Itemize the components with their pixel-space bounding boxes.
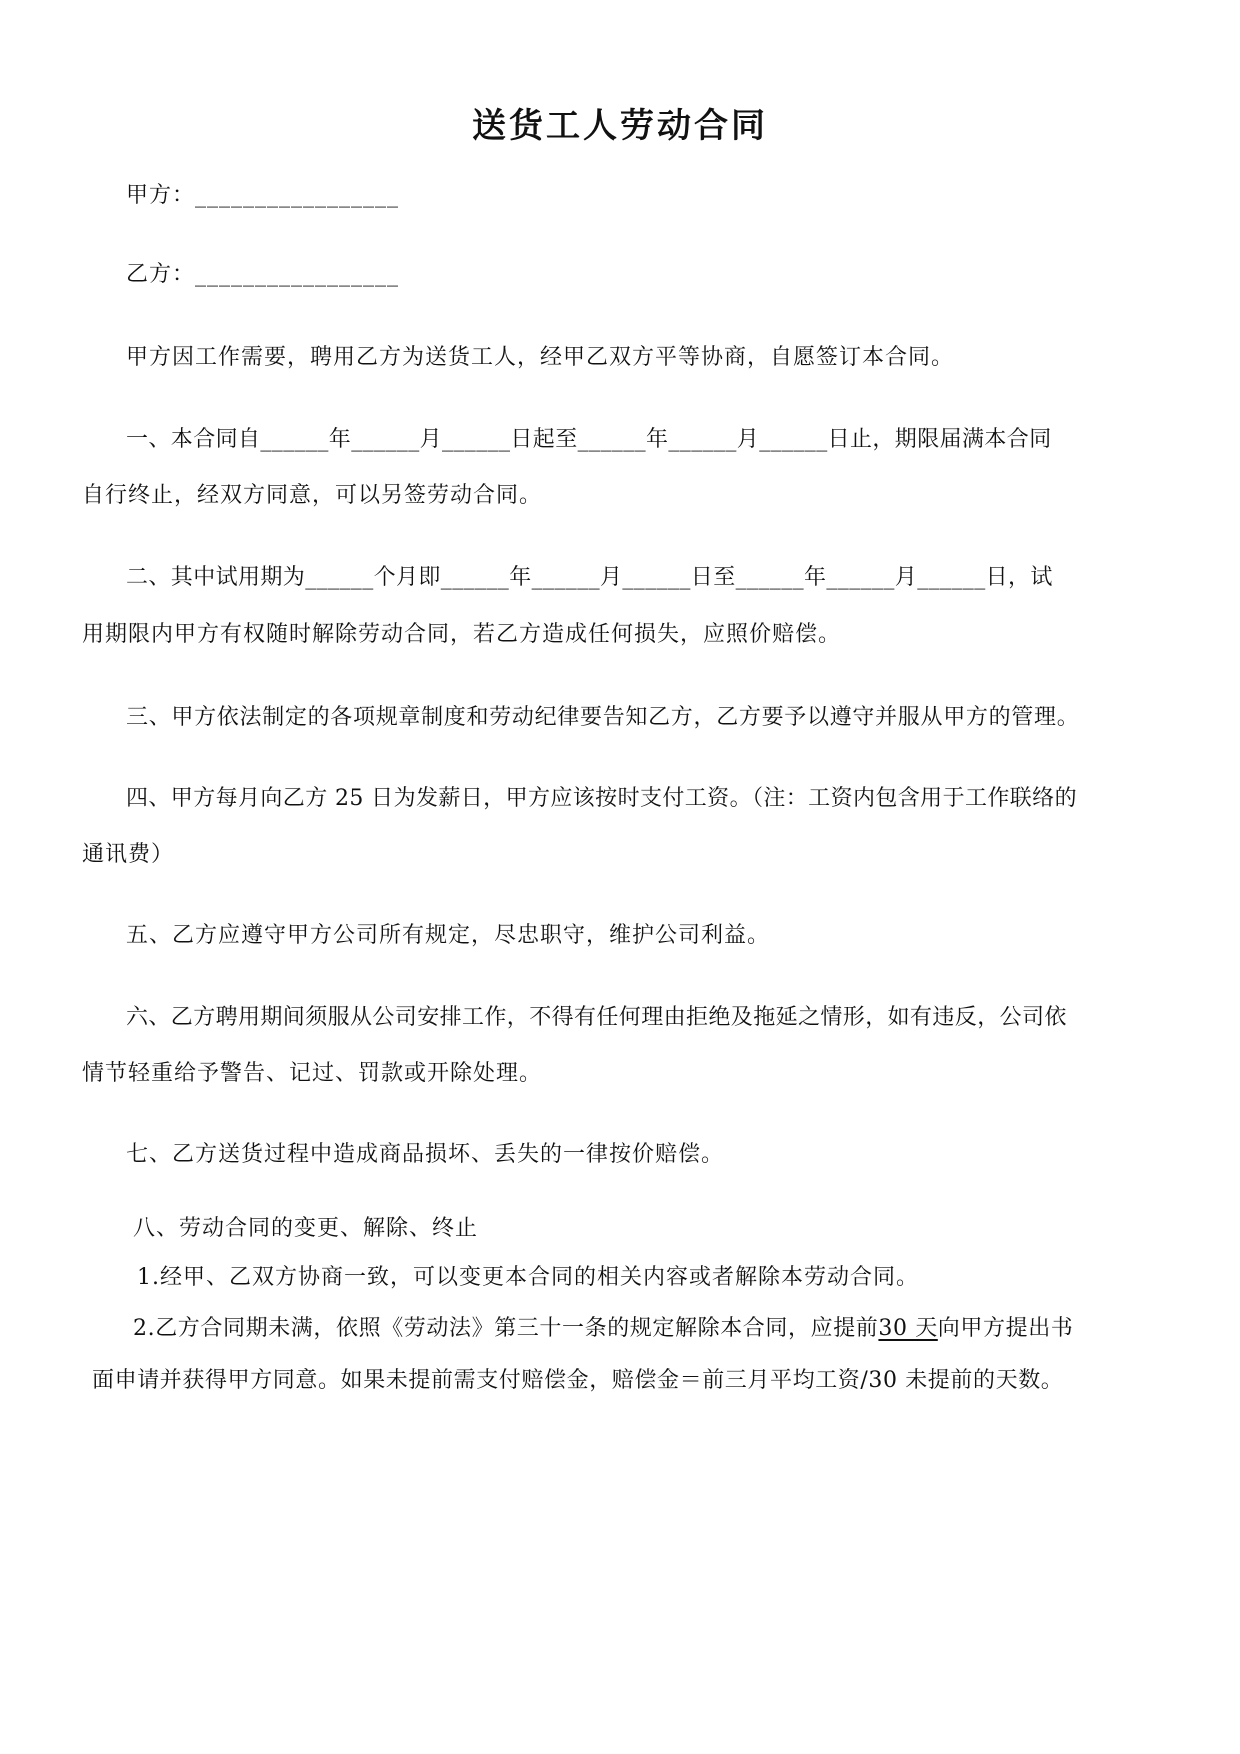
clause-5: 五、乙方应遵守甲方公司所有规定，尽忠职守，维护公司利益。 xyxy=(126,923,771,948)
clause-8-item-2-line-1 xyxy=(133,1314,1073,1344)
clause-1-line-1: 一、本合同自______年______月______日起至______年______月______日止，期限届满本合同 xyxy=(126,427,1052,452)
clause-1-line-2: 自行终止，经双方同意，可以另签劳动合同。 xyxy=(82,483,543,508)
clause-8-heading: 八、劳动合同的变更、解除、终止 xyxy=(133,1216,479,1241)
clause-4-line-2: 通讯费） xyxy=(82,842,175,867)
clause-6-line-2: 情节轻重给予警告、记过、罚款或开除处理。 xyxy=(82,1061,543,1086)
party-a-line: 甲方：_________________ xyxy=(126,183,400,208)
clause-7: 七、乙方送货过程中造成商品损坏、丢失的一律按价赔偿。 xyxy=(126,1142,725,1167)
clause-2-line-2: 用期限内甲方有权随时解除劳动合同，若乙方造成任何损失，应照价赔偿。 xyxy=(82,622,842,647)
clause-3: 三、甲方依法制定的各项规章制度和劳动纪律要告知乙方，乙方要予以遵守并服从甲方的管理。 xyxy=(126,705,1080,730)
clause-8-item-1: 1.经甲、乙双方协商一致，可以变更本合同的相关内容或者解除本劳动合同。 xyxy=(137,1265,919,1290)
clause-8-item-2-line-2: 面申请并获得甲方同意。如果未提前需支付赔偿金，赔偿金＝前三月平均工资/30 未提前的天数。 xyxy=(92,1368,1064,1393)
clause-8-item-2-text-before: 2.乙方合同期未满，依照《劳动法》第三十一条的规定解除本合同，应提前 xyxy=(133,1316,879,1341)
document-title: 送货工人劳动合同 xyxy=(472,106,768,146)
clause-4-line-1: 四、甲方每月向乙方 25 日为发薪日，甲方应该按时支付工资。（注：工资内包含用于工作联络的 xyxy=(126,786,1077,811)
notice-period-value: 30 天 xyxy=(878,1316,938,1341)
clause-2-line-1: 二、其中试用期为______个月即______年______月______日至______年______月______日，试 xyxy=(126,565,1053,590)
clause-6-line-1: 六、乙方聘用期间须服从公司安排工作，不得有任何理由拒绝及拖延之情形，如有违反，公司依 xyxy=(126,1005,1067,1030)
party-b-line: 乙方：_________________ xyxy=(126,262,400,287)
intro-paragraph: 甲方因工作需要，聘用乙方为送货工人，经甲乙双方平等协商，自愿签订本合同。 xyxy=(126,345,955,370)
clause-8-item-2-text-after: 向甲方提出书 xyxy=(937,1316,1074,1341)
